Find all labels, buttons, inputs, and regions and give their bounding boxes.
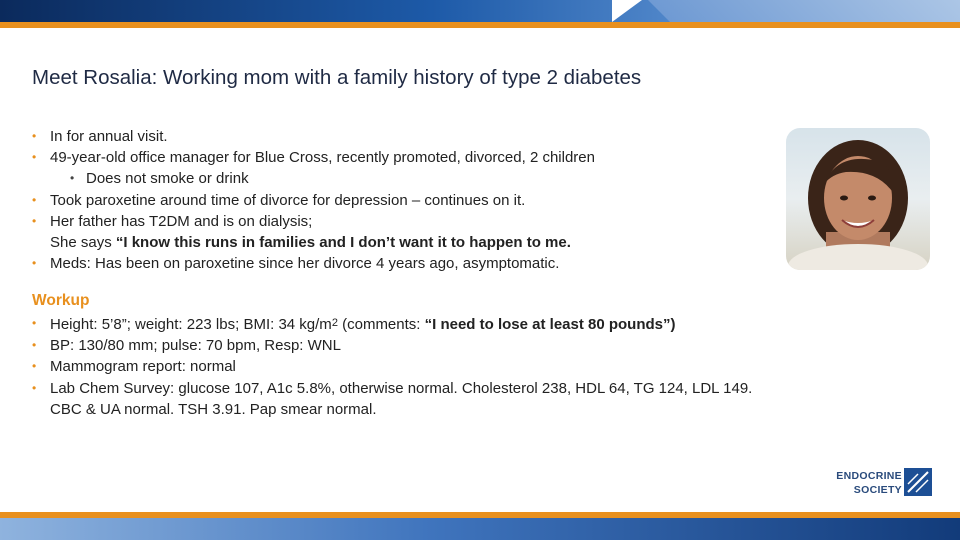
bullet-icon: • (32, 359, 37, 374)
slide-title: Meet Rosalia: Working mom with a family history of type 2 diabetes (32, 66, 642, 89)
bullet-icon: • (32, 150, 37, 165)
logo-mark-graphic (904, 468, 932, 496)
patient-quote: “I know this runs in families and I don’t want it to happen to me. (115, 234, 571, 252)
bullet-icon: • (32, 256, 37, 271)
portrait-illustration (786, 128, 930, 270)
bullet-text: Height: 5’8”; weight: 223 lbs; BMI: 34 kg/m (50, 316, 332, 333)
list-item (32, 313, 932, 335)
workup-heading: Workup (32, 292, 90, 309)
list-item (32, 211, 752, 232)
bullet-icon: • (70, 171, 75, 186)
logo-mark-icon (904, 468, 932, 496)
bullet-text: Meds: Has been on paroxetine since her divorce 4 years ago, asymptomatic. (50, 255, 560, 273)
bullet-text: Took paroxetine around time of divorce for depression – continues on it. (50, 191, 526, 209)
list-item (32, 335, 932, 356)
bullet-icon: • (32, 338, 37, 353)
list-item (32, 147, 752, 168)
intro-bullet-list (32, 126, 752, 274)
bullet-text: Her father has T2DM and is on dialysis; (50, 212, 313, 230)
bullet-text: Lab Chem Survey: glucose 107, A1c 5.8%, otherwise normal. Cholesterol 238, HDL 64, TG 124, LDL 149. (50, 379, 753, 397)
top-banner (0, 0, 960, 22)
endocrine-society-logo (828, 468, 932, 498)
workup-bullet-list (32, 313, 932, 420)
bullet-text: BP: 130/80 mm; pulse: 70 bpm, Resp: WNL (50, 337, 341, 355)
list-item-continuation (32, 399, 932, 420)
logo-line-2: SOCIETY (853, 484, 902, 496)
bullet-text: Does not smoke or drink (86, 170, 249, 188)
bullet-icon: • (32, 192, 37, 207)
banner-light-segment (648, 0, 960, 22)
list-item-continuation (32, 232, 752, 253)
bullet-icon: • (32, 380, 37, 395)
bullet-text: In for annual visit. (50, 128, 168, 145)
list-item (32, 378, 932, 399)
patient-photo (786, 128, 930, 270)
bullet-icon: • (32, 129, 37, 143)
logo-line-1: ENDOCRINE (836, 470, 902, 482)
bullet-text: (comments: (337, 316, 425, 333)
patient-quote: “I need to lose at least 80 pounds”) (424, 316, 676, 333)
list-item (32, 190, 752, 211)
bullet-icon: • (32, 316, 37, 330)
list-item (32, 253, 752, 274)
bullet-text: CBC & UA normal. TSH 3.91. Pap smear normal. (50, 400, 377, 418)
bullet-icon: • (32, 213, 37, 228)
bottom-banner (0, 518, 960, 540)
list-item (32, 126, 752, 147)
superscript: 2 (331, 317, 338, 329)
top-accent-stripe (0, 22, 960, 28)
bullet-text: She says (50, 234, 116, 252)
banner-cut (612, 0, 642, 22)
bullet-text: 49-year-old office manager for Blue Cross, recently promoted, divorced, 2 children (50, 149, 595, 167)
list-item-sub (32, 168, 752, 189)
bullet-text: Mammogram report: normal (50, 358, 236, 376)
list-item (32, 356, 932, 377)
